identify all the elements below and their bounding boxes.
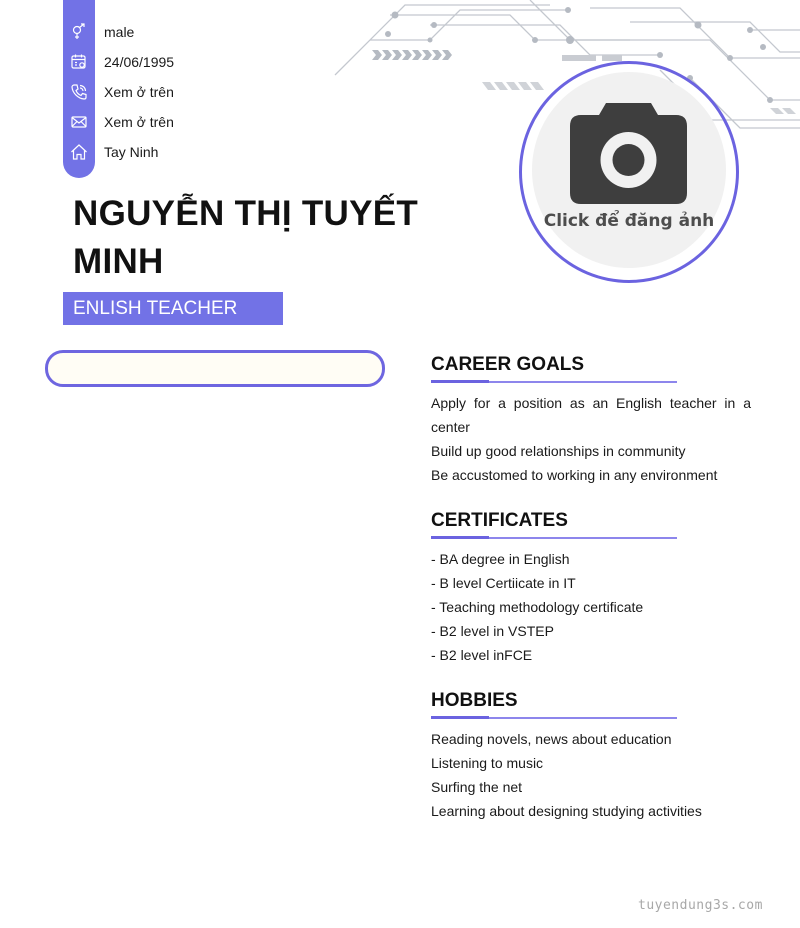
candidate-name: NGUYỄN THỊ TUYẾT MINH	[73, 194, 419, 281]
empty-section-box[interactable]	[45, 350, 385, 387]
career-goal-item: Build up good relationships in community	[431, 443, 686, 459]
certificate-item: - BA degree in English	[431, 551, 570, 567]
section-career-goals	[431, 353, 751, 487]
calendar-icon	[70, 53, 88, 71]
phone-text: Xem ở trên	[104, 84, 174, 100]
photo-upload-label[interactable]: Click để đăng ảnh	[543, 211, 715, 231]
email-text: Xem ở trên	[104, 114, 174, 130]
hobbies-divider	[431, 717, 677, 719]
info-gender	[70, 20, 135, 44]
info-birthday	[70, 50, 175, 74]
certificate-item: - B level Certiicate in IT	[431, 575, 576, 591]
job-title: ENLISH TEACHER	[63, 292, 283, 325]
hobby-item: Listening to music	[431, 755, 544, 771]
info-phone	[70, 80, 174, 104]
birthday-text: 24/06/1995	[104, 54, 175, 70]
career-goal-item: Be accustomed to working in any environment	[431, 467, 718, 483]
gender-text: male	[104, 24, 135, 40]
info-email	[70, 110, 174, 134]
section-certificates	[431, 509, 751, 667]
certificates-list	[431, 547, 751, 667]
address-text: Tay Ninh	[104, 144, 159, 160]
hobby-item: Surfing the net	[431, 779, 523, 795]
hobby-item: Learning about designing studying activities	[431, 803, 702, 819]
info-address	[70, 140, 159, 164]
gender-icon	[70, 23, 88, 41]
camera-icon[interactable]	[570, 103, 687, 204]
certificate-item: - Teaching methodology certificate	[431, 599, 644, 615]
section-hobbies	[431, 689, 751, 823]
certificates-divider	[431, 537, 677, 539]
career-goals-list	[431, 391, 751, 487]
home-icon	[70, 143, 88, 161]
hobbies-list	[431, 727, 751, 823]
phone-icon	[70, 83, 88, 101]
certificate-item: - B2 level inFCE	[431, 647, 533, 663]
career-goals-divider	[431, 381, 677, 383]
hobby-item: Reading novels, news about education	[431, 731, 672, 747]
certificate-item: - B2 level in VSTEP	[431, 623, 554, 639]
career-goal-item: Apply for a position as an English teacher in a center	[431, 395, 751, 435]
career-goals-title: CAREER GOALS	[431, 354, 585, 375]
watermark: tuyendung3s.com	[638, 898, 763, 913]
certificates-title: CERTIFICATES	[431, 510, 568, 531]
hobbies-title: HOBBIES	[431, 690, 518, 711]
envelope-icon	[70, 113, 88, 131]
